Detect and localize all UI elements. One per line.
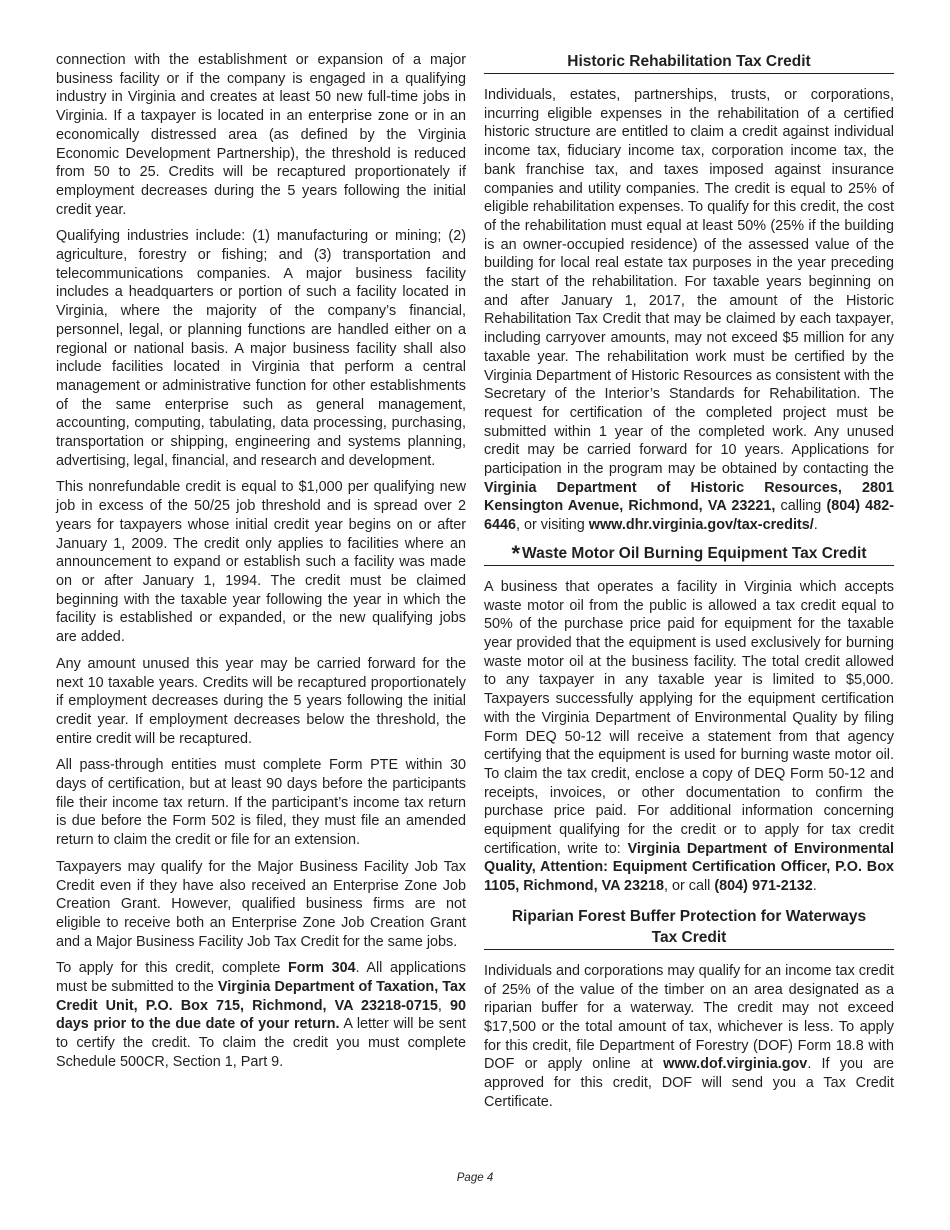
waste-motor-oil-body: [484, 578, 894, 896]
text: . If you are approved for this credit, DOF will send you a Tax Credit Certificate.: [484, 1056, 894, 1110]
waste-motor-oil-heading: [484, 540, 894, 566]
riparian-heading-line2: Tax Credit: [651, 928, 727, 946]
left-column: [56, 51, 466, 1080]
riparian-forest-body: [484, 962, 894, 1112]
deadline-bold: 90 days prior to the due date of your return.: [56, 997, 466, 1033]
dof-website-bold: www.dof.virginia.gov: [663, 1056, 808, 1073]
text: , or call: [663, 878, 715, 895]
right-column: [484, 51, 894, 1119]
historic-rehabilitation-heading: Historic Rehabilitation Tax Credit: [484, 51, 894, 74]
paragraph-qualifying-industries: Qualifying industries include: (1) manufacturing or mining; (2) agriculture, forestry or fishing; and (3) transportation and telecommunications companies. A major business facility includes a headquarters or portion of such a facility located in Virginia, where the majority of the company’s financial, personnel, legal, or planning functions are handled either on a regional or national basis. A major business facility shall also include facilities located in Virginia that perform a central management or administrative function for other establishments of the same enterprise such as general management, accounting, computing, tabulating, data processing, purchasing, transportation or shipping, engineering and systems planning, advertising, legal, financial, and research and development.: [56, 228, 466, 469]
riparian-forest-heading: [484, 906, 894, 950]
text: Individuals, estates, partnerships, trusts, or corporations, incurring eligible expenses in the rehabilitation of a certified historic structure are entitled to claim a credit against individual income tax, fiduciary income tax, corporation income tax, the bank franchise tax, and taxes imposed against insurance companies and utility companies. The credit is equal to 25% of eligible rehabilitation expenses. To qualify for this credit, the cost of the rehabilitation must equal at least 50% (25% if the building is an owner-occupied residence) of the assessed value of the building for local real estate tax purposes in the year preceding the start of the rehabilitation. For taxable years beginning on and after January 1, 2017, the amount of the Historic Rehabilitation Tax Credit that may be claimed by each taxpayer, including carryover amounts, may not exceed $5 million for any taxable year. The rehabilitation work must be certified by the Virginia Department of Historic Resources as consistent with the Secretary of the Interior’s Standards for Rehabilitation. The request for certification of the completed project must be submitted within 1 year of the completed work. Any unused credit may be carried forward for 10 years. Applications for participation in the program may be obtained by contacting the: [484, 87, 894, 478]
page-number: Page 4: [456, 1172, 494, 1184]
dhr-address-bold: Virginia Department of Historic Resources, 2801 Kensington Avenue, Richmond, VA 23221,: [484, 479, 894, 515]
text: ,: [437, 997, 450, 1014]
taxation-address-bold: Virginia Department of Taxation, Tax Credit Unit, P.O. Box 715, Richmond, VA 23218-0715: [56, 979, 466, 1014]
waste-motor-oil-heading-text: Waste Motor Oil Burning Equipment Tax Credit: [522, 544, 867, 562]
paragraph-enterprise-zone: Taxpayers may qualify for the Major Business Facility Job Tax Credit even if they have also received an Enterprise Zone Job Creation Grant. However, qualified business firms are not eligible to receive both an Enterprise Zone Job Creation Grant and a Major Business Facility Job Tax Credit for the same jobs.: [56, 858, 466, 950]
text: To apply for this credit, complete: [56, 960, 288, 977]
asterisk-icon: *: [511, 540, 521, 566]
dhr-phone-bold: (804) 482-6446: [484, 498, 894, 534]
paragraph-credit-amount: This nonrefundable credit is equal to $1,000 per qualifying new job in excess of the 50/25 job threshold and is spread over 2 years for taxpayers whose initial credit year begins on or after January 1, 2009. The credit only applies to facilities where an announcement to expand or establish such a facility was made on or after January 1, 1994. The credit must be claimed beginning with the taxable year following the year in which the facility is established or expanded, or the new qualifying jobs are added.: [56, 479, 466, 646]
text: A business that operates a facility in Virginia which accepts waste motor oil from the public is allowed a tax credit equal to 50% of the purchase price paid for equipment for the taxable year provided that the equipment is used exclusively for burning waste motor oil at the business facility. The total credit allowed to any taxpayer in any taxable year is limited to $5,000. Taxpayers successfully applying for the equipment certification with the Virginia Department of Environmental Quality by filing Form DEQ 50-12 will receive a statement from that agency certifying that the equipment is used for burning waste motor oil. To claim the tax credit, enclose a copy of DEQ Form 50-12 and receipts, invoices, or other documentation to confirm the purchase price paid. For additional information concerning equipment qualifying for the credit or to apply for tax credit certification, write to:: [484, 578, 894, 857]
text: .: [812, 878, 817, 895]
deq-address-bold: Virginia Department of Environmental Quality, Attention: Equipment Certification Officer, P.O. Box 1105, Richmond, VA 23218: [484, 840, 894, 895]
text: calling: [775, 498, 827, 515]
text: . All applications must be submitted to the: [56, 960, 466, 996]
dhr-website-bold: www.dhr.virginia.gov/tax-credits/: [588, 517, 814, 534]
historic-rehabilitation-body: [484, 86, 894, 535]
text: .: [813, 517, 818, 534]
text: , or visiting: [516, 517, 589, 534]
paragraph-pass-through: All pass-through entities must complete Form PTE within 30 days of certification, but at least 90 days before the participants file their income tax return. If the participant’s income tax return is due before the Form 502 is filed, they must file an amended return to claim the credit or file for an extension.: [56, 757, 466, 849]
text: Individuals and corporations may qualify for an income tax credit of 25% of the value of the timber on an area designated as a riparian buffer for a waterway. The credit may not exceed $17,500 or the total amount of tax, whichever is less. To apply for this credit, file Department of Forestry (DOF) Form 18.8 with DOF or apply online at: [484, 962, 894, 1073]
paragraph-carry-forward: Any amount unused this year may be carried forward for the next 10 taxable years. Credits will be recaptured proportionately if employment decreases during the 5 years following the initial credit year. If employment decreases below the threshold, the entire credit will be recaptured.: [56, 655, 466, 747]
text: A letter will be sent to certify the credit. To claim the credit you must complete Schedule 500CR, Section 1, Part 9.: [56, 1016, 467, 1070]
paragraph-apply: [56, 959, 466, 1071]
riparian-heading-line1: Riparian Forest Buffer Protection for Waterways: [511, 907, 867, 925]
paragraph-threshold: connection with the establishment or expansion of a major business facility or if the company is engaged in a qualifying industry in Virginia and creates at least 50 new full-time jobs in Virginia. If a taxpayer is located in an enterprise zone or in an economically distressed area (as defined by the Virginia Economic Development Partnership), the threshold is reduced from 50 to 25. Credits will be recaptured proportionately if employment decreases during the 5 years following the initial credit year.: [56, 52, 466, 218]
form-304-bold: Form 304: [287, 960, 356, 977]
deq-phone-bold: (804) 971-2132: [714, 878, 813, 895]
